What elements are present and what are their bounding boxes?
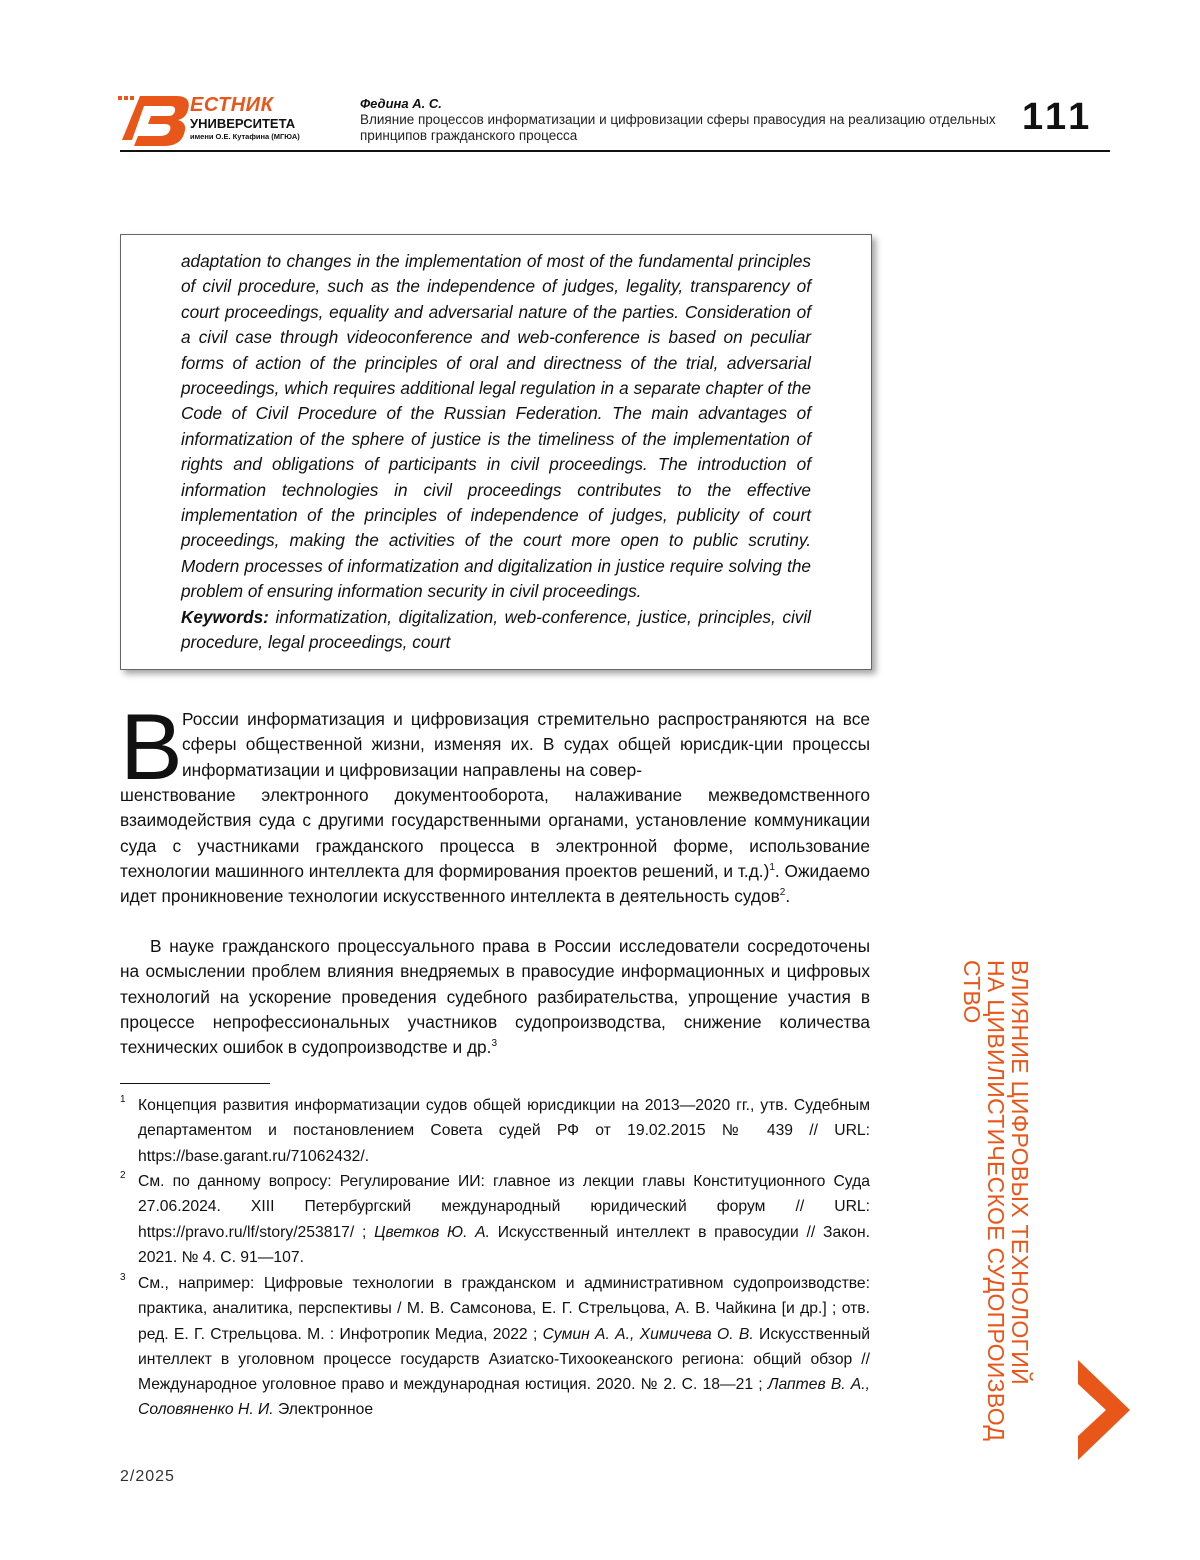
rubric-line-3: СТВО <box>960 960 984 1400</box>
abstract-body: adaptation to changes in the implementation of most of the fundamental principles of civil procedure, such as the independence of judges, legality, transparency of court proceedings, equality and adversarial nature of the parties. Consideration of a civil case through videoconference and web-conference is based on peculiar forms of action of the principles of oral and directness of the trial, adversarial proceedings, which requires additional legal regulation in a separate chapter of the Code of Civil Procedure of the Russian Federation. The main advantages of informatization of the sphere of justice is the timeliness of the implementation of rights and obligations of participants in civil proceedings. The introduction of information technologies in civil proceedings contributes to the effective implementation of the principles of independence of judges, publicity of court proceedings, making the activities of the court more open to public scrutiny. Modern processes of informatization and digitalization in justice require solving the problem of ensuring information security in civil proceedings. <box>181 251 811 601</box>
footnote-3-author-1: Сумин А. А., Химичева О. В. <box>543 1326 754 1343</box>
footnote-3-author-2: Лаптев В. А., Соловяненко Н. И. <box>138 1376 870 1418</box>
paragraph-1-continued <box>120 783 870 909</box>
p1-text-b: . Ожидаемо идет проникновение технологии искусственного интеллекта в деятельность судов <box>120 861 870 906</box>
abstract-text <box>181 249 811 656</box>
p1-text-a: шенствование электронного документооборота, налаживание межведомственного взаимодействия суда с другими государственными органами, установление коммуникации суда с участниками гражданского процесса в электронной форме, использование технологии машинного интеллекта для формирования проектов решений, и т.д.) <box>120 785 870 881</box>
footnote-ref-2[interactable]: 2 <box>780 887 786 898</box>
footnote-3-text-b: Искусственный интеллект в уголовном процессе государств Азиатско-Тихоокеанского региона: общий обзор // Международное уголовное право и международная юстиция. 2020. № 2. С. 18—21 ; <box>138 1326 870 1394</box>
keywords-list: informatization, digitalization, web-conference, justice, principles, civil procedure, legal proceedings, court <box>181 607 811 652</box>
logo-subtitle: УНИВЕРСИТЕТА <box>190 116 295 131</box>
issue-number: 2/2025 <box>120 1468 175 1486</box>
p2-text: В науке гражданского процессуального права в России исследователи сосредоточены на осмыслении проблем влияния внедряемых в правосудие информационных и цифровых технологий на ускорение проведения судебного разбирательства, упрощение участия в процессе непрофессиональных участников судопроизводства, снижение количества технических ошибок в судопроизводстве и др. <box>120 936 870 1057</box>
logo-v-mark-icon <box>118 92 198 148</box>
rubric-line-2: НА ЦИВИЛИСТИЧЕСКОЕ СУДОПРОИЗВОД <box>984 960 1008 1400</box>
footnote-3-text-c: Электронное <box>274 1401 373 1418</box>
drop-cap: В <box>120 700 180 794</box>
paragraph-1-lead: России информатизация и цифровизация стремительно распространяются на все сферы общественной жизни, изменяя их. В судах общей юрисдик-ции процессы информатизации и цифровизации направлены на совер- <box>182 707 870 783</box>
header-rule <box>120 150 1110 152</box>
paragraph-2 <box>120 934 870 1060</box>
footnote-ref-1[interactable]: 1 <box>769 862 775 873</box>
footnote-3 <box>138 1271 870 1423</box>
section-rubric <box>960 960 1032 1400</box>
footnote-2 <box>138 1169 870 1270</box>
journal-logo <box>118 92 328 148</box>
logo-caption: имени О.Е. Кутафина (МГЮА) <box>190 132 300 141</box>
logo-title: ЕСТНИК <box>190 94 273 117</box>
running-head-title: Влияние процессов информатизации и цифровизации сферы правосудия на реализацию отдельных принципов гражданского процесса <box>360 112 1020 144</box>
footnote-rule <box>120 1083 270 1084</box>
abstract-box <box>120 234 872 670</box>
p1-text-end: . <box>785 886 790 906</box>
page-number: 111 <box>1022 96 1093 139</box>
keywords-label: Keywords: <box>181 607 269 627</box>
footnote-1: Концепция развития информатизации судов общей юрисдикции на 2013—2020 гг., утв. Судебным департаментом и постановлением Совета судей РФ от 19.02.2015 № 439 // URL: https://base.garant.ru/71062432/. <box>138 1093 870 1169</box>
footnote-3-text-a: См., например: Цифровые технологии в гражданском и административном судопроизводстве: практика, аналитика, перспективы / М. В. Самсонова, Е. Г. Стрельцова, А. В. Чайкина [и др.] ; отв. ред. Е. Г. Стрельцова. М. : Инфотропик Медиа, 2022 ; <box>138 1275 870 1343</box>
footnote-1-number: 1 <box>120 1094 126 1105</box>
running-head-author: Федина А. С. <box>360 96 442 111</box>
footnote-2-number: 2 <box>120 1170 126 1181</box>
rubric-line-1: ВЛИЯНИЕ ЦИФРОВЫХ ТЕХНОЛОГИЙ <box>1008 960 1032 1400</box>
footnote-ref-3[interactable]: 3 <box>491 1038 497 1049</box>
footnote-2-text-b: Искусственный интеллект в правосудии // Закон. 2021. № 4. С. 91—107. <box>138 1224 870 1266</box>
rubric-arrow-icon <box>1078 1360 1130 1460</box>
footnote-2-author: Цветков Ю. А. <box>374 1224 490 1241</box>
footnote-2-text-a: См. по данному вопросу: Регулирование ИИ: главное из лекции главы Конституционного Суда 27.06.2024. XIII Петербургский международный юридический форум // URL: https://pravo.ru/lf/story/253817/ ; <box>138 1173 870 1241</box>
footnote-3-number: 3 <box>120 1272 126 1283</box>
